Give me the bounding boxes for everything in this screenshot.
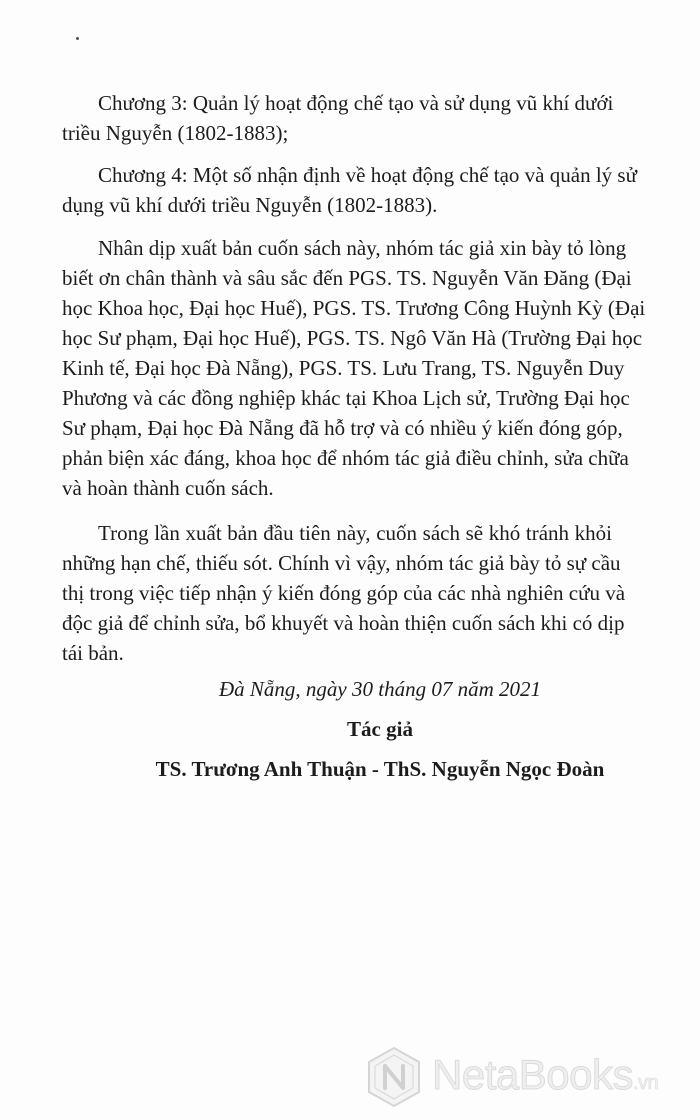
closing-line-1: Trong lần xuất bản đầu tiên này, cuốn sách sẽ khó tránh khỏi <box>98 521 612 545</box>
author-names: TS. Trương Anh Thuận - ThS. Nguyễn Ngọc Đoàn <box>155 757 605 781</box>
chapter-3-line-1: Chương 3: Quản lý hoạt động chế tạo và sử dụng vũ khí dưới <box>98 91 614 115</box>
closing-line-5: tái bản. <box>62 641 124 665</box>
thanks-line-2: biết ơn chân thành và sâu sắc đến PGS. TS. Nguyễn Văn Đăng (Đại <box>62 266 632 290</box>
thanks-line-7: Sư phạm, Đại học Đà Nẵng đã hỗ trợ và có nhiều ý kiến đóng góp, <box>62 416 623 440</box>
netabooks-logo-icon <box>366 1046 422 1108</box>
chapter-3-line-2: triều Nguyễn (1802-1883); <box>62 121 289 145</box>
thanks-line-9: và hoàn thành cuốn sách. <box>62 476 274 500</box>
thanks-line-1: Nhân dịp xuất bản cuốn sách này, nhóm tác giả xin bày tỏ lòng <box>98 236 627 260</box>
thanks-line-8: phản biện xác đáng, khoa học để nhóm tác giả điều chỉnh, sửa chữa <box>62 446 629 470</box>
closing-line-2: những hạn chế, thiếu sót. Chính vì vậy, nhóm tác giả bày tỏ sự cầu <box>62 551 621 575</box>
watermark-text <box>432 1050 658 1108</box>
thanks-line-3: học Khoa học, Đại học Huế), PGS. TS. Trương Công Huỳnh Kỳ (Đại <box>62 296 646 320</box>
thanks-line-6: Phương và các đồng nghiệp khác tại Khoa Lịch sử, Trường Đại học <box>62 386 630 410</box>
place-date: Đà Nẵng, ngày 30 tháng 07 năm 2021 <box>219 677 541 701</box>
thanks-line-4: học Sư phạm, Đại học Huế), PGS. TS. Ngô Văn Hà (Trường Đại học <box>62 326 643 350</box>
closing-line-4: độc giả để chỉnh sửa, bổ khuyết và hoàn thiện cuốn sách khi có dịp <box>62 611 625 635</box>
closing-line-3: thị trong việc tiếp nhận ý kiến đóng góp của các nhà nghiên cứu và <box>62 581 626 605</box>
watermark-brand: NetaBooks <box>432 1051 633 1098</box>
author-heading: Tác giả <box>347 717 413 741</box>
chapter-4-line-1: Chương 4: Một số nhận định về hoạt động chế tạo và quản lý sử <box>98 163 637 187</box>
thanks-line-5: Kinh tế, Đại học Đà Nẵng), PGS. TS. Lưu Trang, TS. Nguyễn Duy <box>62 356 625 380</box>
watermark-suffix: .vn <box>632 1072 659 1094</box>
chapter-4-line-2: dụng vũ khí dưới triều Nguyễn (1802-1883). <box>62 193 438 217</box>
ink-speck <box>76 37 79 40</box>
netabooks-watermark <box>366 1042 682 1112</box>
